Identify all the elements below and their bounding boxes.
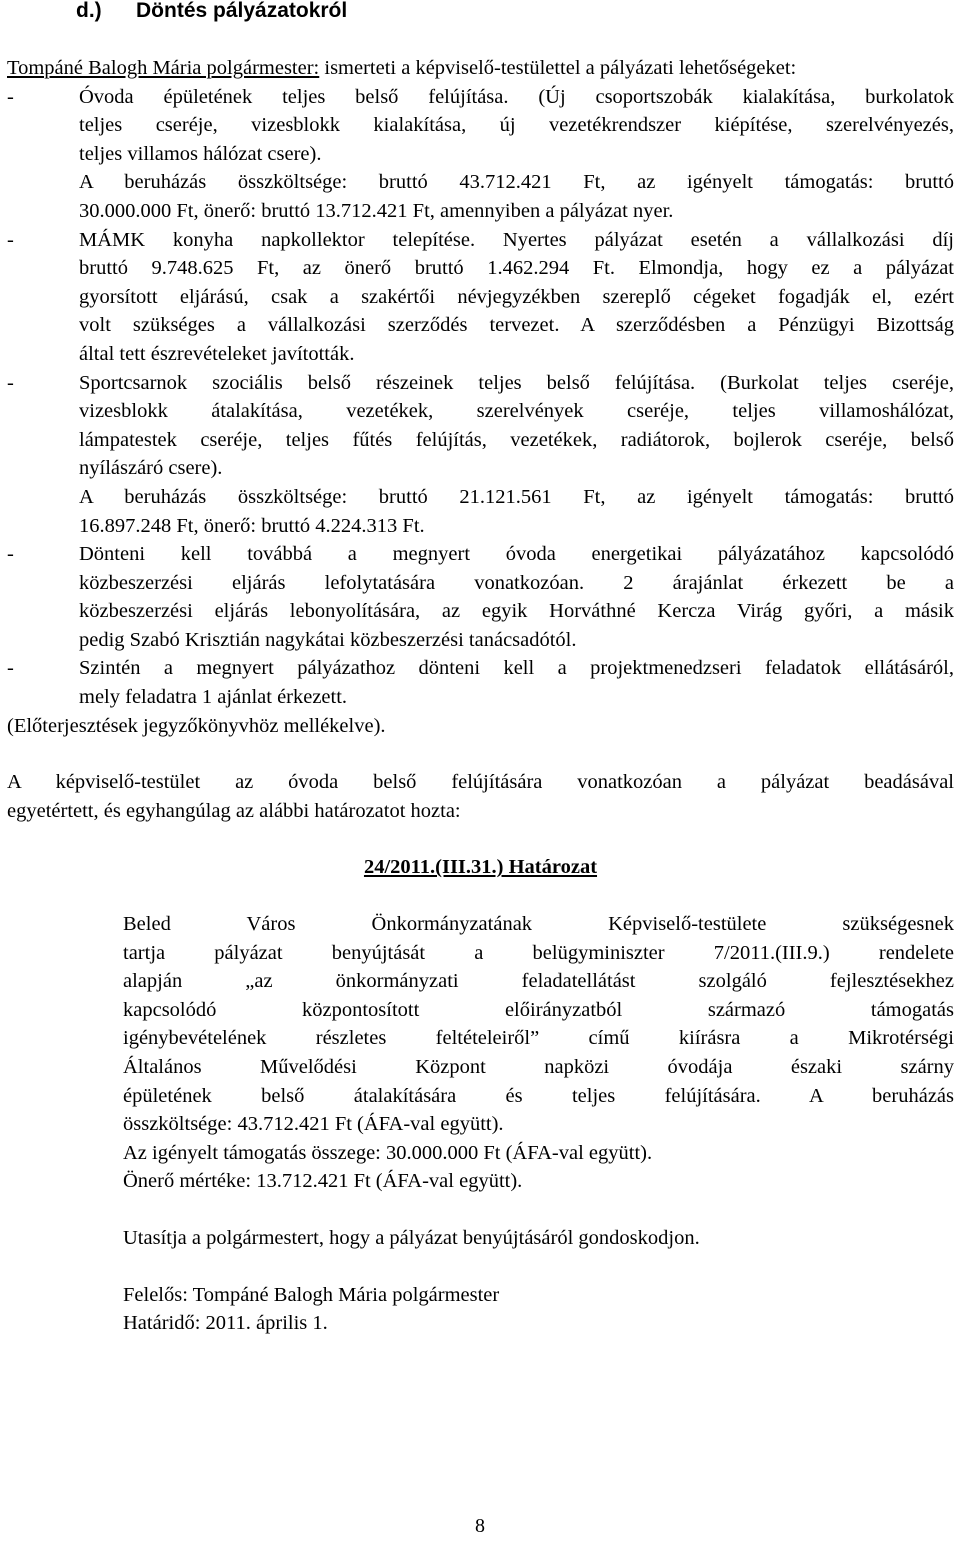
resolution-body <box>123 910 954 1338</box>
proposal-item-procurement <box>7 540 954 654</box>
item-cost-line: 16.897.248 Ft, önerő: bruttó 4.224.313 Ft. <box>79 514 425 537</box>
resolution-line: összköltsége: 43.712.421 Ft (ÁFA-val együtt). <box>123 1113 504 1136</box>
resolution-line: alapján „az önkormányzati feladatellátást szolgáló fejlesztésekhez <box>123 970 954 993</box>
spacer <box>7 825 954 853</box>
list-dash: - <box>7 657 14 680</box>
list-dash: - <box>7 371 14 394</box>
resolution-amount-line: Az igényelt támogatás összege: 30.000.000 Ft (ÁFA-val együtt). <box>123 1141 653 1164</box>
document-body <box>7 54 954 1338</box>
resolution-line: igénybevételének részletes feltételeiről” című kiírásra a Mikrotérségi <box>123 1027 954 1050</box>
item-line: mely feladatra 1 ajánlat érkezett. <box>79 686 348 709</box>
item-line: lámpatestek cseréje, teljes fűtés felújítás, vezetékek, radiátorok, bojlerok cseréje, belső <box>79 428 954 451</box>
section-letter: d.) <box>76 0 102 22</box>
decision-paragraph <box>7 768 954 825</box>
spacer <box>123 1253 954 1281</box>
proposal-item-project-management <box>7 654 954 711</box>
resolution-title: 24/2011.(III.31.) Határozat <box>363 856 598 879</box>
section-title: Döntés pályázatokról <box>136 0 348 22</box>
spacer <box>7 882 954 910</box>
intro-text: ismerteti a képviselő-testülettel a pályázati lehetőségeket: <box>324 57 797 79</box>
resolution-amount-line: Önerő mértéke: 13.712.421 Ft (ÁFA-val együtt). <box>123 1170 523 1193</box>
list-dash: - <box>7 228 14 251</box>
decision-line: A képviselő-testület az óvoda belső felújítására vonatkozóan a pályázat beadásával <box>7 771 954 794</box>
item-line: Sportcsarnok szociális belső részeinek teljes belső felújítása. (Burkolat teljes cseréje, <box>79 371 954 394</box>
page-number: 8 <box>475 1515 485 1537</box>
proposal-item-solar-collector <box>7 226 954 369</box>
item-line: gyorsított eljárású, csak a szakértői névjegyzékben szereplő cégeket fogadják el, ezért <box>79 285 954 308</box>
item-line: Óvoda épületének teljes belső felújítása. (Új csoportszobák kialakítása, burkolatok <box>79 85 954 108</box>
item-line: pedig Szabó Krisztián nagykátai közbeszerzési tanácsadótól. <box>79 628 577 651</box>
resolution-line: tartja pályázat benyújtását a belügyminiszter 7/2011.(III.9.) rendelete <box>123 941 954 964</box>
resolution-instruction: Utasítja a polgármestert, hogy a pályázat benyújtásáról gondoskodjon. <box>123 1226 700 1249</box>
resolution-responsible: Felelős: Tompáné Balogh Mária polgármester <box>123 1283 500 1306</box>
item-line: Szintén a megnyert pályázathoz dönteni kell a projektmenedzseri feladatok ellátásáról, <box>79 657 954 680</box>
item-line: teljes cseréje, vizesblokk kialakítása, új vezetékrendszer kiépítése, szerelvényezés, <box>79 114 954 137</box>
attachments-note: (Előterjesztések jegyzőkönyvhöz mellékelve). <box>7 714 386 737</box>
list-dash: - <box>7 85 14 108</box>
proposal-list <box>7 83 954 712</box>
item-line: MÁMK konyha napkollektor telepítése. Nyertes pályázat esetén a vállalkozási díj <box>79 228 954 251</box>
item-line: által tett észrevételeket javították. <box>79 342 355 365</box>
item-line: Dönteni kell továbbá a megnyert óvoda energetikai pályázatához kapcsolódó <box>79 543 954 566</box>
item-line: közbeszerzési eljárás lebonyolítására, az egyik Horváthné Kercza Virág győri, a másik <box>79 600 954 623</box>
resolution-line: Beled Város Önkormányzatának Képviselő-testülete szükségesnek <box>123 913 954 936</box>
proposal-item-sports-hall <box>7 369 954 541</box>
item-cost-line: 30.000.000 Ft, önerő: bruttó 13.712.421 Ft, amennyiben a pályázat nyer. <box>79 199 674 222</box>
item-line: bruttó 9.748.625 Ft, az önerő bruttó 1.462.294 Ft. Elmondja, hogy ez a pályázat <box>79 257 954 280</box>
spacer <box>7 740 954 768</box>
item-cost-line: A beruházás összköltsége: bruttó 21.121.561 Ft, az igényelt támogatás: bruttó <box>79 485 954 508</box>
item-line: volt szükséges a vállalkozási szerződés tervezet. A szerződésben a Pénzügyi Bizottság <box>79 314 954 337</box>
decision-line: egyetértett, és egyhangúlag az alábbi határozatot hozta: <box>7 799 461 822</box>
item-line: teljes villamos hálózat csere). <box>79 142 322 165</box>
section-heading <box>76 0 347 25</box>
speaker-name: Tompáné Balogh Mária polgármester: <box>7 57 320 79</box>
resolution-line: kapcsolódó központosított előirányzatból származó támogatás <box>123 998 954 1021</box>
item-line: közbeszerzési eljárás lefolytatására vonatkozóan. 2 árajánlat érkezett be a <box>79 571 954 594</box>
proposal-item-kindergarten <box>7 83 954 226</box>
resolution-deadline: Határidő: 2011. április 1. <box>123 1312 328 1335</box>
item-line: vizesblokk átalakítása, vezetékek, szerelvények cseréje, teljes villamoshálózat, <box>79 400 954 423</box>
resolution-line: Általános Művelődési Központ napközi óvodája északi szárny <box>123 1056 954 1078</box>
item-line: nyílászáró csere). <box>79 457 223 480</box>
resolution-line: épületének belső átalakítására és teljes felújítására. A beruházás <box>123 1084 954 1107</box>
item-cost-line: A beruházás összköltsége: bruttó 43.712.421 Ft, az igényelt támogatás: bruttó <box>79 171 954 194</box>
spacer <box>123 1196 954 1224</box>
list-dash: - <box>7 543 14 566</box>
intro-paragraph <box>7 54 954 83</box>
